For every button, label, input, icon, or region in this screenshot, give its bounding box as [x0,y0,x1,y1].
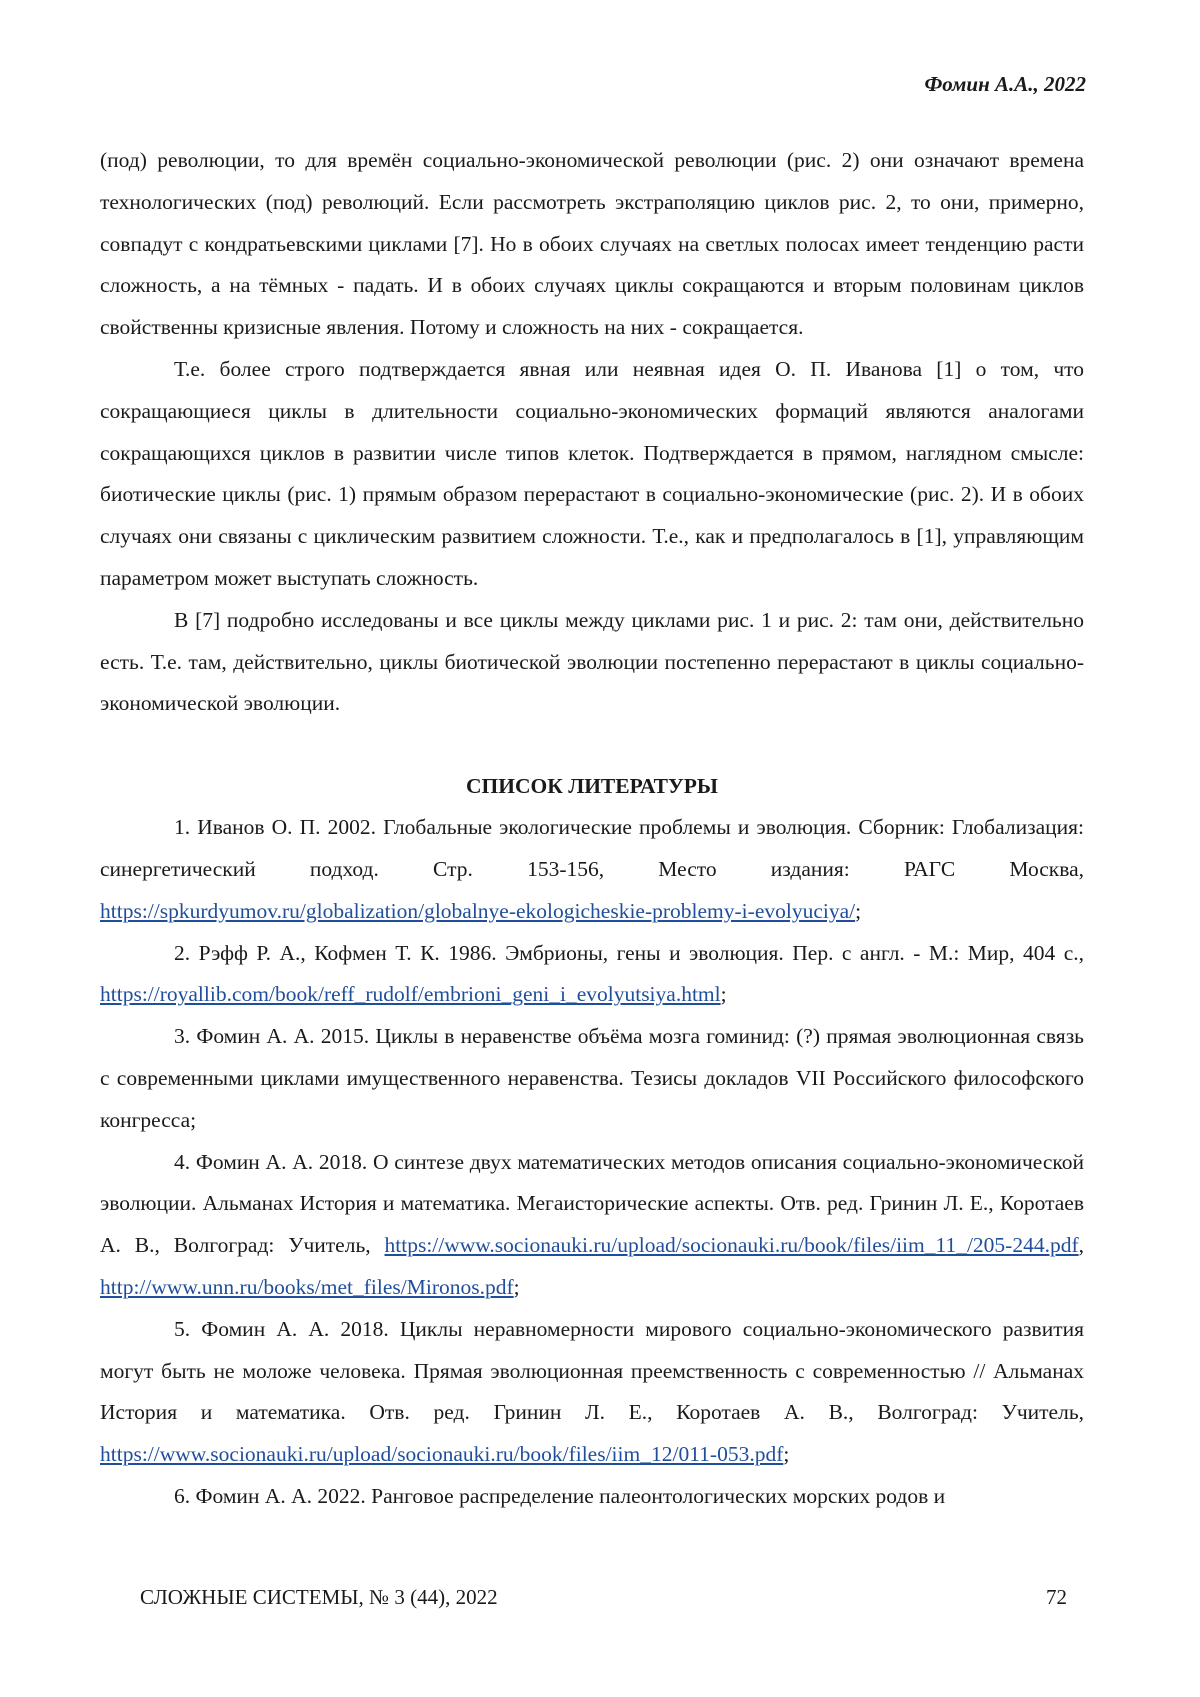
reference-end: ; [855,899,861,923]
page-body [100,140,1084,1518]
reference-item-3: 3. Фомин А. А. 2015. Циклы в неравенстве объёма мозга гоминид: (?) прямая эволюци­онная связь с современными циклами имущественного неравенства. Тезисы докладов VII Рос­сийского философского конгресса; [100,1016,1084,1141]
reference-end: ; [783,1442,789,1466]
reference-end: ; [721,982,727,1006]
reference-separator: , [1079,1233,1084,1257]
reference-link[interactable]: https://spkurdyumov.ru/globalization/globalnye-ekologicheskie-problemy-i-evolyuciya/ [100,899,855,923]
footer-journal-title: СЛОЖНЫЕ СИСТЕМЫ, № 3 (44), 2022 [140,1585,498,1610]
reference-text: 5. Фомин А. А. 2018. Циклы неравномерности мирового социально-экономического развития могут быть не моложе человека. Прямая эволюционная преемственность с современ­ностью // Альманах История и математика. Отв. ред. Гринин Л. Е., Коротаев А. В., Волгоград: Учитель, [100,1317,1084,1425]
paragraph-3: В [7] подробно исследованы и все циклы между циклами рис. 1 и рис. 2: там они, дей­ствительно есть. Т.е. там, действительно, циклы биотической эволюции постепенно перерас­тают в циклы социально-экономической эволюции. [100,600,1084,725]
reference-item-2 [100,933,1084,1017]
reference-link[interactable]: https://www.socionauki.ru/upload/soci­onauki.ru/book/files/iim_11_/205-244.pdf [385,1233,1079,1257]
reference-end: ; [514,1275,520,1299]
reference-item-4 [100,1142,1084,1309]
reference-link[interactable]: https://royallib.com/book/reff_rudolf/embrioni_geni_i_evolyutsiya.html [100,982,721,1006]
reference-text: 1. Иванов О. П. 2002. Глобальные экологические проблемы и эволюция. Сборник: Гло­бализация: синергетический подход. Стр. 153-156, Место издания: РАГС Москва, [100,815,1084,881]
reference-item-1 [100,807,1084,932]
reference-link[interactable]: https://www.socionauki.ru/upload/socionauki.ru/book/files/iim_12/011-053.pdf [100,1442,783,1466]
reference-text: 2. Рэфф Р. А., Кофмен Т. К. 1986. Эмбрионы, гены и эволюция. Пер. с англ. - М.: Мир, 404 с., [174,941,1084,965]
reference-link[interactable]: http://www.unn.ru/books/met_files/Mironos.pdf [100,1275,514,1299]
page-number: 72 [1046,1585,1067,1610]
reference-text: 4. Фомин А. А. 2018. О синтезе двух математических методов описания социально-эко­номической эволюции. Альманах История и математика. Мегаисторические аспекты. Отв. ред. Гринин Л. Е., Коротаев А. В., Волгоград: Учитель, [100,1150,1084,1258]
reference-item-5 [100,1309,1084,1476]
paragraph-1: (под) революции, то для времён социально-экономической революции (рис. 2) они означают времена технологических (под) революций. Если рассмотреть экстраполяцию циклов рис. 2, то они, примерно, совпадут с кондратьевскими циклами [7]. Но в обоих случаях на светлых полосах имеет тенденцию расти сложность, а на тёмных - падать. И в обоих случаях циклы сокращаются и вторым половинам циклов свойственны кризисные явления. Потому и слож­ность на них - сокращается. [100,140,1084,349]
paragraph-2: Т.е. более строго подтверждается явная или неявная идея О. П. Иванова [1] о том, что сокращающиеся циклы в длительности социально-экономических формаций являются анало­гами сокращающихся циклов в развитии числе типов клеток. Подтверждается в прямом, наглядном смысле: биотические циклы (рис. 1) прямым образом перерастают в социально-экономические (рис. 2). И в обоих случаях они связаны с циклическим развитием сложности. Т.е., как и предполагалось в [1], управляющим параметром может выступать сложность. [100,349,1084,600]
references-heading: СПИСОК ЛИТЕРАТУРЫ [100,765,1084,807]
reference-item-6: 6. Фомин А. А. 2022. Ранговое распределение палеонтологических морских родов и [100,1476,1084,1518]
running-head: Фомин А.А., 2022 [924,72,1086,97]
